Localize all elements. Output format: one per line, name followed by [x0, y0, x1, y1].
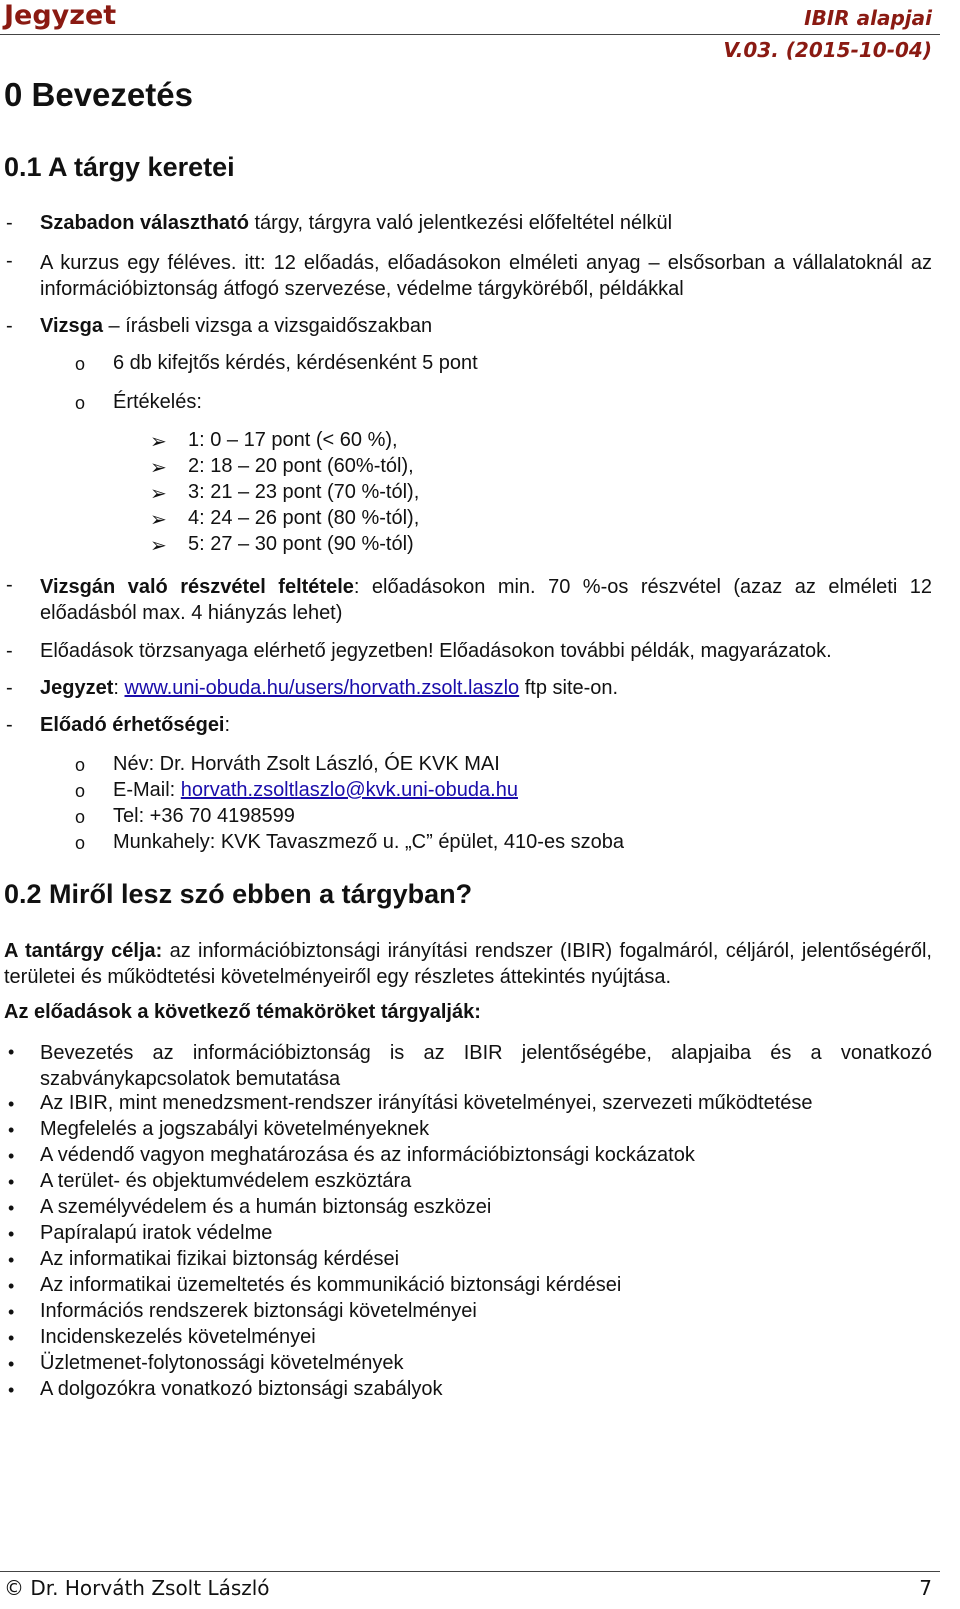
header-title: Jegyzet — [4, 0, 117, 31]
header-course: IBIR alapjai — [804, 6, 932, 30]
topic-item: Az informatikai üzemeltetés és kommunikáció biztonsági kérdései — [40, 1274, 622, 1296]
topics-heading: Az előadások a következő témaköröket tárgyalják: — [4, 1001, 481, 1023]
sub-list-item: Értékelés: — [113, 391, 202, 413]
page-number: 7 — [919, 1576, 932, 1600]
dot-bullet: • — [8, 1146, 15, 1166]
dash-bullet: - — [6, 677, 13, 699]
grade-item: 1: 0 – 17 pont (< 60 %), — [188, 429, 398, 451]
list-item — [40, 315, 432, 338]
header-version: V.03. (2015-10-04) — [723, 38, 932, 62]
item-bold: Vizsgán való részvétel feltétele — [40, 576, 354, 598]
item-bold: Előadó érhetőségei — [40, 714, 225, 736]
grade-item: 5: 27 – 30 pont (90 %-tól) — [188, 533, 414, 555]
topic-item: A terület- és objektumvédelem eszköztára — [40, 1170, 412, 1192]
contact-work: Munkahely: KVK Tavaszmező u. „C” épület, 410-es szoba — [113, 831, 624, 853]
arrow-bullet-icon: ➢ — [150, 509, 167, 531]
dot-bullet: • — [8, 1224, 15, 1244]
dash-bullet: - — [6, 574, 13, 596]
item-text: : — [224, 714, 231, 736]
arrow-bullet-icon: ➢ — [150, 483, 167, 505]
dash-bullet: - — [6, 714, 13, 736]
topic-item: A dolgozókra vonatkozó biztonsági szabályok — [40, 1378, 443, 1400]
goal-label: A tantárgy célja: — [4, 940, 163, 962]
grade-item: 3: 21 – 23 pont (70 %-tól), — [188, 481, 420, 503]
dot-bullet: • — [8, 1250, 15, 1270]
item-bold: Szabadon választható — [40, 212, 249, 234]
circle-bullet: o — [75, 781, 86, 801]
circle-bullet: o — [75, 354, 86, 374]
dot-bullet: • — [8, 1198, 15, 1218]
contact-name: Név: Dr. Horváth Zsolt László, ÓE KVK MAI — [113, 753, 500, 775]
topic-item: Az informatikai fizikai biztonság kérdései — [40, 1248, 400, 1270]
item-colon: : — [113, 677, 125, 699]
item-text: tárgy, tárgyra való jelentkezési előfeltétel nélkül — [248, 212, 673, 234]
dot-bullet: • — [8, 1328, 15, 1348]
arrow-bullet-icon: ➢ — [150, 431, 167, 453]
item-bold: Jegyzet — [40, 677, 114, 699]
item-text: : előadásokon min. 70 %-os részvétel (azaz az elméleti 12 előadásból max. 4 hiányzás lehet) — [40, 576, 932, 624]
circle-bullet: o — [75, 393, 86, 413]
section-heading-2: 0.2 Miről lesz szó ebben a tárgyban? — [4, 879, 473, 909]
dash-bullet: - — [6, 250, 13, 272]
list-item: A kurzus egy féléves. itt: 12 előadás, előadásokon elméleti anyag – elsősorban a vállalatoknál az információbiztonság átfogó szervezése, védelme tárgyköréből, példákkal — [40, 252, 932, 300]
dot-bullet: • — [8, 1042, 15, 1062]
list-item — [40, 677, 618, 700]
footer-divider — [0, 1571, 940, 1572]
list-item — [40, 714, 230, 737]
section-heading-1: 0.1 A tárgy keretei — [4, 152, 235, 182]
dot-bullet: • — [8, 1094, 15, 1114]
topic-item: Információs rendszerek biztonsági követelményei — [40, 1300, 477, 1322]
footer-author: © Dr. Horváth Zsolt László — [4, 1576, 270, 1600]
email-label: E-Mail: — [113, 779, 181, 801]
circle-bullet: o — [75, 833, 86, 853]
grade-item: 4: 24 – 26 pont (80 %-tól), — [188, 507, 420, 529]
list-item: Előadások törzsanyaga elérhető jegyzetben! Előadásokon további példák, magyarázatok. — [40, 640, 832, 662]
contact-tel: Tel: +36 70 4198599 — [113, 805, 295, 827]
dot-bullet: • — [8, 1302, 15, 1322]
topic-item: A védendő vagyon meghatározása és az információbiztonsági kockázatok — [40, 1144, 695, 1166]
goal-text: az információbiztonsági irányítási rendszer (IBIR) fogalmáról, céljáról, jelentőségéről, területei és működtetési követelményeiről egy részletes áttekintés nyújtása. — [4, 940, 932, 988]
dash-bullet: - — [6, 315, 13, 337]
topic-item: Megfelelés a jogszabályi követelményeknek — [40, 1118, 430, 1140]
circle-bullet: o — [75, 755, 86, 775]
topic-item: Papíralapú iratok védelme — [40, 1222, 273, 1244]
item-text: ftp site-on. — [519, 677, 619, 699]
header-divider — [0, 34, 940, 35]
topic-item: A személyvédelem és a humán biztonság eszközei — [40, 1196, 492, 1218]
list-item — [40, 212, 672, 235]
item-bold: Vizsga — [40, 315, 103, 337]
list-item — [40, 574, 932, 626]
topic-item: Az IBIR, mint menedzsment-rendszer irányítási követelményei, szervezeti működtetése — [40, 1092, 813, 1114]
sub-list-item: 6 db kifejtős kérdés, kérdésenként 5 pont — [113, 352, 478, 374]
arrow-bullet-icon: ➢ — [150, 457, 167, 479]
dot-bullet: • — [8, 1276, 15, 1296]
dot-bullet: • — [8, 1380, 15, 1400]
email-link[interactable]: horvath.zsoltlaszlo@kvk.uni-obuda.hu — [180, 779, 518, 801]
dash-bullet: - — [6, 640, 13, 662]
dot-bullet: • — [8, 1354, 15, 1374]
dash-bullet: - — [6, 212, 13, 234]
notes-link[interactable]: www.uni-obuda.hu/users/horvath.zsolt.laszlo — [124, 677, 520, 699]
topic-item: Üzletmenet-folytonossági követelmények — [40, 1352, 404, 1374]
topic-item: Bevezetés az információbiztonság is az IBIR jelentőségébe, alapjaiba és a vonatkozó szabványkapcsolatok bemutatása — [40, 1042, 932, 1090]
arrow-bullet-icon: ➢ — [150, 535, 167, 557]
contact-email — [113, 779, 518, 802]
circle-bullet: o — [75, 807, 86, 827]
course-goal-paragraph — [4, 938, 932, 990]
item-text: – írásbeli vizsga a vizsgaidőszakban — [103, 315, 433, 337]
grade-item: 2: 18 – 20 pont (60%-tól), — [188, 455, 414, 477]
dot-bullet: • — [8, 1172, 15, 1192]
dot-bullet: • — [8, 1120, 15, 1140]
topic-item: Incidenskezelés követelményei — [40, 1326, 316, 1348]
chapter-heading: 0 Bevezetés — [4, 76, 193, 113]
